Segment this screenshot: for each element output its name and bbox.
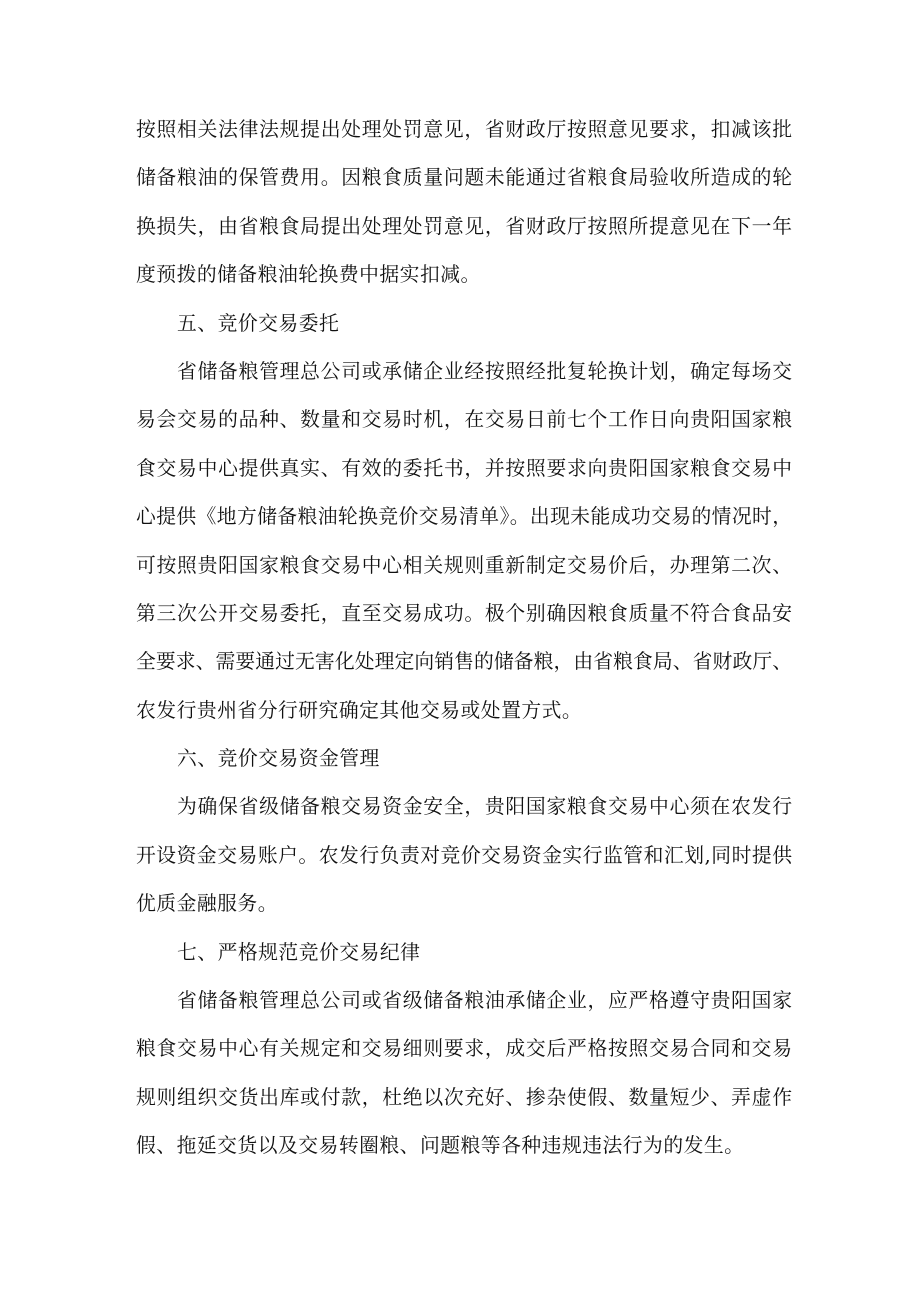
section-heading-5 <box>136 300 792 348</box>
paragraph-penalty-continued <box>136 106 792 300</box>
paragraph-line: 换损失，由省粮食局提出处理处罚意见，省财政厅按照所提意见在下一年 <box>136 214 792 238</box>
document-body <box>136 106 792 1171</box>
paragraph-line: 假、拖延交货以及交易转圈粮、问题粮等各种违规违法行为的发生。 <box>136 1134 745 1158</box>
paragraph-line: 心提供《地方储备粮油轮换竞价交易清单》。出现未能成功交易的情况时， <box>136 505 792 529</box>
paragraph-bidding-entrustment <box>136 348 792 735</box>
paragraph-line: 农发行贵州省分行研究确定其他交易或处置方式。 <box>136 698 583 722</box>
section-heading-text: 六、竞价交易资金管理 <box>177 747 380 771</box>
paragraph-line: 食交易中心提供真实、有效的委托书，并按照要求向贵阳国家粮食交易中 <box>136 456 792 480</box>
section-heading-7 <box>136 929 792 977</box>
section-heading-text: 七、严格规范竞价交易纪律 <box>177 940 421 964</box>
paragraph-trading-discipline <box>136 977 792 1171</box>
paragraph-line: 全要求、需要通过无害化处理定向销售的储备粮，由省粮食局、省财政厅、 <box>136 650 792 674</box>
paragraph-line: 第三次公开交易委托，直至交易成功。极个别确因粮食质量不符合食品安 <box>136 601 792 625</box>
paragraph-line: 为确保省级储备粮交易资金安全，贵阳国家粮食交易中心须在农发行 <box>177 795 792 819</box>
paragraph-line: 易会交易的品种、数量和交易时机，在交易日前七个工作日向贵阳国家粮 <box>136 408 792 432</box>
paragraph-line: 度预拨的储备粮油轮换费中据实扣减。 <box>136 263 481 287</box>
paragraph-line: 可按照贵阳国家粮食交易中心相关规则重新制定交易价后，办理第二次、 <box>136 553 792 577</box>
paragraph-line: 粮食交易中心有关规定和交易细则要求，成交后严格按照交易合同和交易 <box>136 1037 792 1061</box>
section-heading-6 <box>136 735 792 783</box>
paragraph-fund-management <box>136 783 792 928</box>
section-heading-text: 五、竞价交易委托 <box>177 311 340 335</box>
paragraph-line: 省储备粮管理总公司或省级储备粮油承储企业，应严格遵守贵阳国家 <box>177 989 792 1013</box>
paragraph-line: 省储备粮管理总公司或承储企业经按照经批复轮换计划，确定每场交 <box>177 359 792 383</box>
paragraph-line: 优质金融服务。 <box>136 892 278 916</box>
paragraph-line: 按照相关法律法规提出处理处罚意见，省财政厅按照意见要求，扣减该批 <box>136 118 792 141</box>
paragraph-line: 规则组织交货出库或付款，杜绝以次充好、掺杂使假、数量短少、弄虚作 <box>136 1085 792 1109</box>
paragraph-line: 开设资金交易账户。农发行负责对竞价交易资金实行监管和汇划,同时提供 <box>136 843 792 867</box>
paragraph-line: 储备粮油的保管费用。因粮食质量问题未能通过省粮食局验收所造成的轮 <box>136 166 792 190</box>
